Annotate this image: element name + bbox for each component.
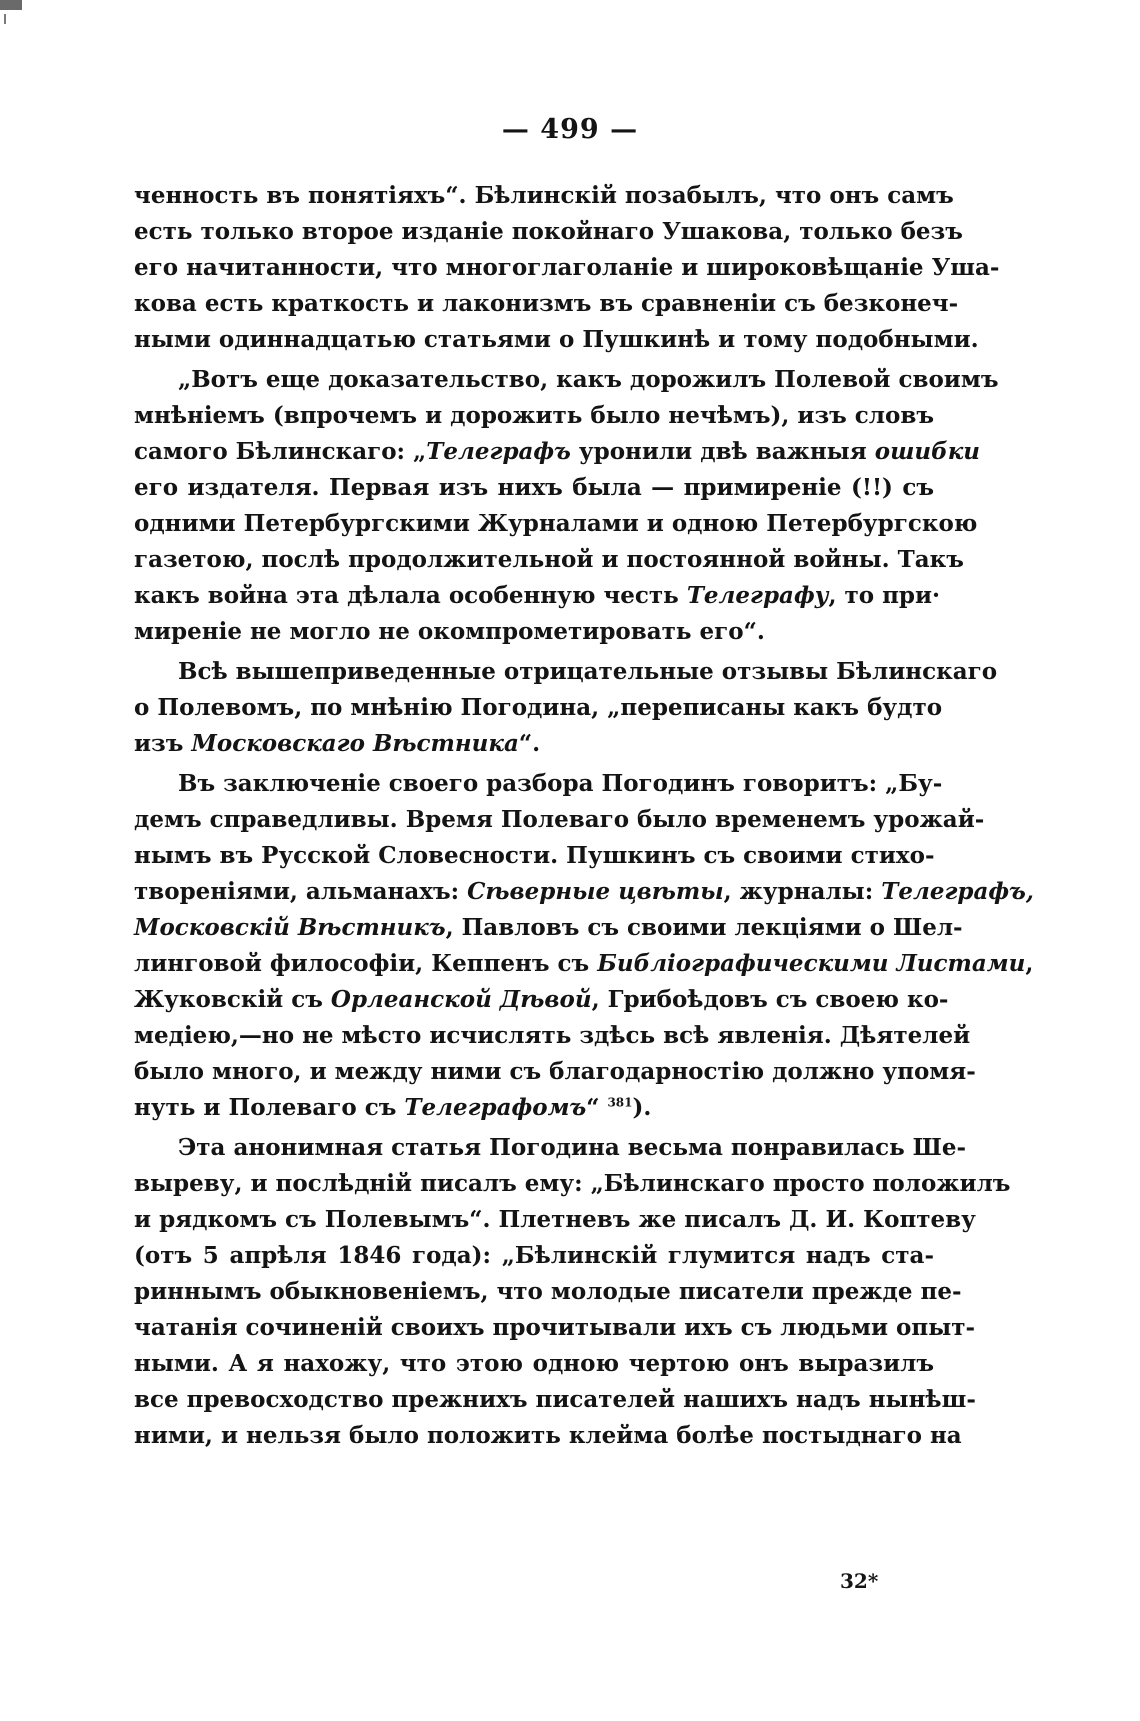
text-line <box>134 726 934 762</box>
text-line <box>134 802 985 838</box>
text-segment: ченность въ понятіяхъ“. Бѣлинскій позабылъ, что онъ самъ <box>134 182 954 209</box>
text-line <box>134 874 1034 910</box>
text-line <box>134 398 934 434</box>
text-segment: нуть и Полеваго съ <box>134 1094 405 1121</box>
text-segment: все превосходство прежнихъ писателей нашихъ надъ нынѣш- <box>134 1386 976 1413</box>
italic-text: Телеграфъ, <box>881 878 1034 905</box>
text-line <box>134 1310 976 1346</box>
text-segment: ными одиннадцатью статьями о Пушкинѣ и тому подобными. <box>134 326 979 353</box>
text-segment: уронили двѣ важныя <box>570 438 875 465</box>
text-line <box>134 178 954 214</box>
text-segment: чатанія сочиненій своихъ прочитывали ихъ съ людьми опыт- <box>134 1314 976 1341</box>
text-segment: и рядкомъ съ Полевымъ“. Плетневъ же писалъ Д. И. Коптеву <box>134 1206 976 1233</box>
text-line <box>134 982 949 1018</box>
text-segment: ными. А я нахожу, что этою одною чертою онъ выразилъ <box>134 1350 934 1377</box>
text-segment: одними Петербургскими Журналами и одною Петербургскою <box>134 510 978 537</box>
paragraph <box>134 178 1000 358</box>
text-line <box>134 1238 934 1274</box>
text-segment: миреніе не могло не окомпрометировать его“. <box>134 618 765 645</box>
italic-text: Телеграфомъ <box>404 1094 587 1121</box>
text-segment: “. <box>518 730 541 757</box>
text-segment: медіею,—но не мѣсто исчислять здѣсь всѣ явленія. Дѣятелей <box>134 1022 971 1049</box>
text-line <box>134 1054 976 1090</box>
text-segment: газетою, послѣ продолжительной и постоянной войны. Такъ <box>134 546 964 573</box>
text-line <box>134 322 979 358</box>
text-segment: твореніями, альманахъ: <box>134 878 468 905</box>
text-line <box>134 1346 934 1382</box>
text-segment: нымъ въ Русской Словесности. Пушкинъ съ своими стихо- <box>134 842 935 869</box>
text-segment: мнѣніемъ (впрочемъ и дорожить было нечѣмъ), изъ словъ <box>134 402 934 429</box>
text-segment: Всѣ вышеприведенные отрицательные отзывы Бѣлинскаго <box>178 658 998 685</box>
text-line <box>134 1382 976 1418</box>
text-segment: „Вотъ еще доказательство, какъ дорожилъ Полевой своимъ <box>178 366 999 393</box>
text-line <box>134 1274 962 1310</box>
italic-text: Телеграфу <box>686 582 829 609</box>
italic-text: Орлеанской Дѣвой <box>330 986 592 1013</box>
text-segment: есть только второе изданіе покойнаго Ушакова, только безъ <box>134 218 963 245</box>
text-segment: Въ заключеніе своего разбора Погодинъ говоритъ: „Бу- <box>178 770 943 797</box>
text-line <box>134 1130 967 1166</box>
italic-text: ошибки <box>874 438 981 465</box>
text-line <box>134 946 1034 982</box>
text-segment: , журналы: <box>723 878 882 905</box>
text-segment: Эта анонимная статья Погодина весьма понравилась Ше- <box>178 1134 967 1161</box>
text-line <box>134 838 934 874</box>
text-line <box>134 286 959 322</box>
text-segment: изъ <box>134 730 192 757</box>
paragraph <box>134 654 998 762</box>
italic-text: Сѣверные цвѣты <box>467 878 724 905</box>
paragraph <box>134 1130 1011 1454</box>
text-segment: самого Бѣлинскаго: „ <box>134 438 427 465</box>
text-segment: , Павловъ съ своими лекціями о Шел- <box>445 914 963 941</box>
text-line <box>134 1090 934 1126</box>
text-line <box>134 614 934 650</box>
text-line <box>134 434 981 470</box>
paragraph <box>134 362 999 650</box>
text-segment: линговой философіи, Кеппенъ съ <box>134 950 598 977</box>
text-line <box>134 654 998 690</box>
text-line <box>134 506 978 542</box>
italic-text: Библіографическими Листами <box>597 950 1026 977</box>
text-segment: ). <box>632 1094 652 1121</box>
text-segment: выреву, и послѣдній писалъ ему: „Бѣлинскаго просто положилъ <box>134 1170 1011 1197</box>
text-segment: “ <box>586 1094 608 1121</box>
text-segment: о Полевомъ, по мнѣнію Погодина, „переписаны какъ будто <box>134 694 943 721</box>
text-line <box>134 910 963 946</box>
text-line <box>134 578 941 614</box>
text-line <box>134 470 934 506</box>
paragraph <box>134 766 1034 1126</box>
text-segment: Жуковскій съ <box>134 986 331 1013</box>
scan-artifact-tick <box>4 14 6 24</box>
text-segment: , <box>1025 950 1034 977</box>
body-text <box>134 178 1034 1458</box>
signature-mark: 32* <box>840 1569 879 1593</box>
text-line <box>134 214 963 250</box>
text-line <box>134 1418 962 1454</box>
text-line <box>134 542 964 578</box>
text-line <box>134 250 1000 286</box>
italic-text: Московскаго Вѣстника <box>191 730 519 757</box>
text-line <box>134 362 999 398</box>
text-segment: , Грибоѣдовъ съ своею ко- <box>591 986 949 1013</box>
text-line <box>134 766 943 802</box>
italic-text: Московскій Вѣстникъ <box>134 914 446 941</box>
text-segment: кова есть краткость и лаконизмъ въ сравненіи съ безконеч- <box>134 290 959 317</box>
text-segment: было много, и между ними съ благодарностію должно упомя- <box>134 1058 976 1085</box>
page-number: — 499 — <box>501 114 639 145</box>
text-segment: риннымъ обыкновеніемъ, что молодые писатели прежде пе- <box>134 1278 962 1305</box>
footnote-ref: 381 <box>607 1095 633 1110</box>
text-line <box>134 690 943 726</box>
text-segment: какъ война эта дѣлала особенную честь <box>134 582 687 609</box>
text-segment: его издателя. Первая изъ нихъ была — примиреніе (!!) съ <box>134 474 934 501</box>
text-segment: ними, и нельзя было положить клейма болѣе постыднаго на <box>134 1422 962 1449</box>
text-line <box>134 1202 976 1238</box>
italic-text: Телеграфъ <box>426 438 571 465</box>
text-segment: , то при· <box>828 582 941 609</box>
text-segment: его начитанности, что многоглаголаніе и широковѣщаніе Уша- <box>134 254 1000 281</box>
text-segment: демъ справедливы. Время Полеваго было временемъ урожай- <box>134 806 985 833</box>
text-line <box>134 1166 1011 1202</box>
text-segment: (отъ 5 апрѣля 1846 года): „Бѣлинскій глумится надъ ста- <box>134 1242 934 1269</box>
text-line <box>134 1018 971 1054</box>
scan-artifact <box>0 0 22 10</box>
